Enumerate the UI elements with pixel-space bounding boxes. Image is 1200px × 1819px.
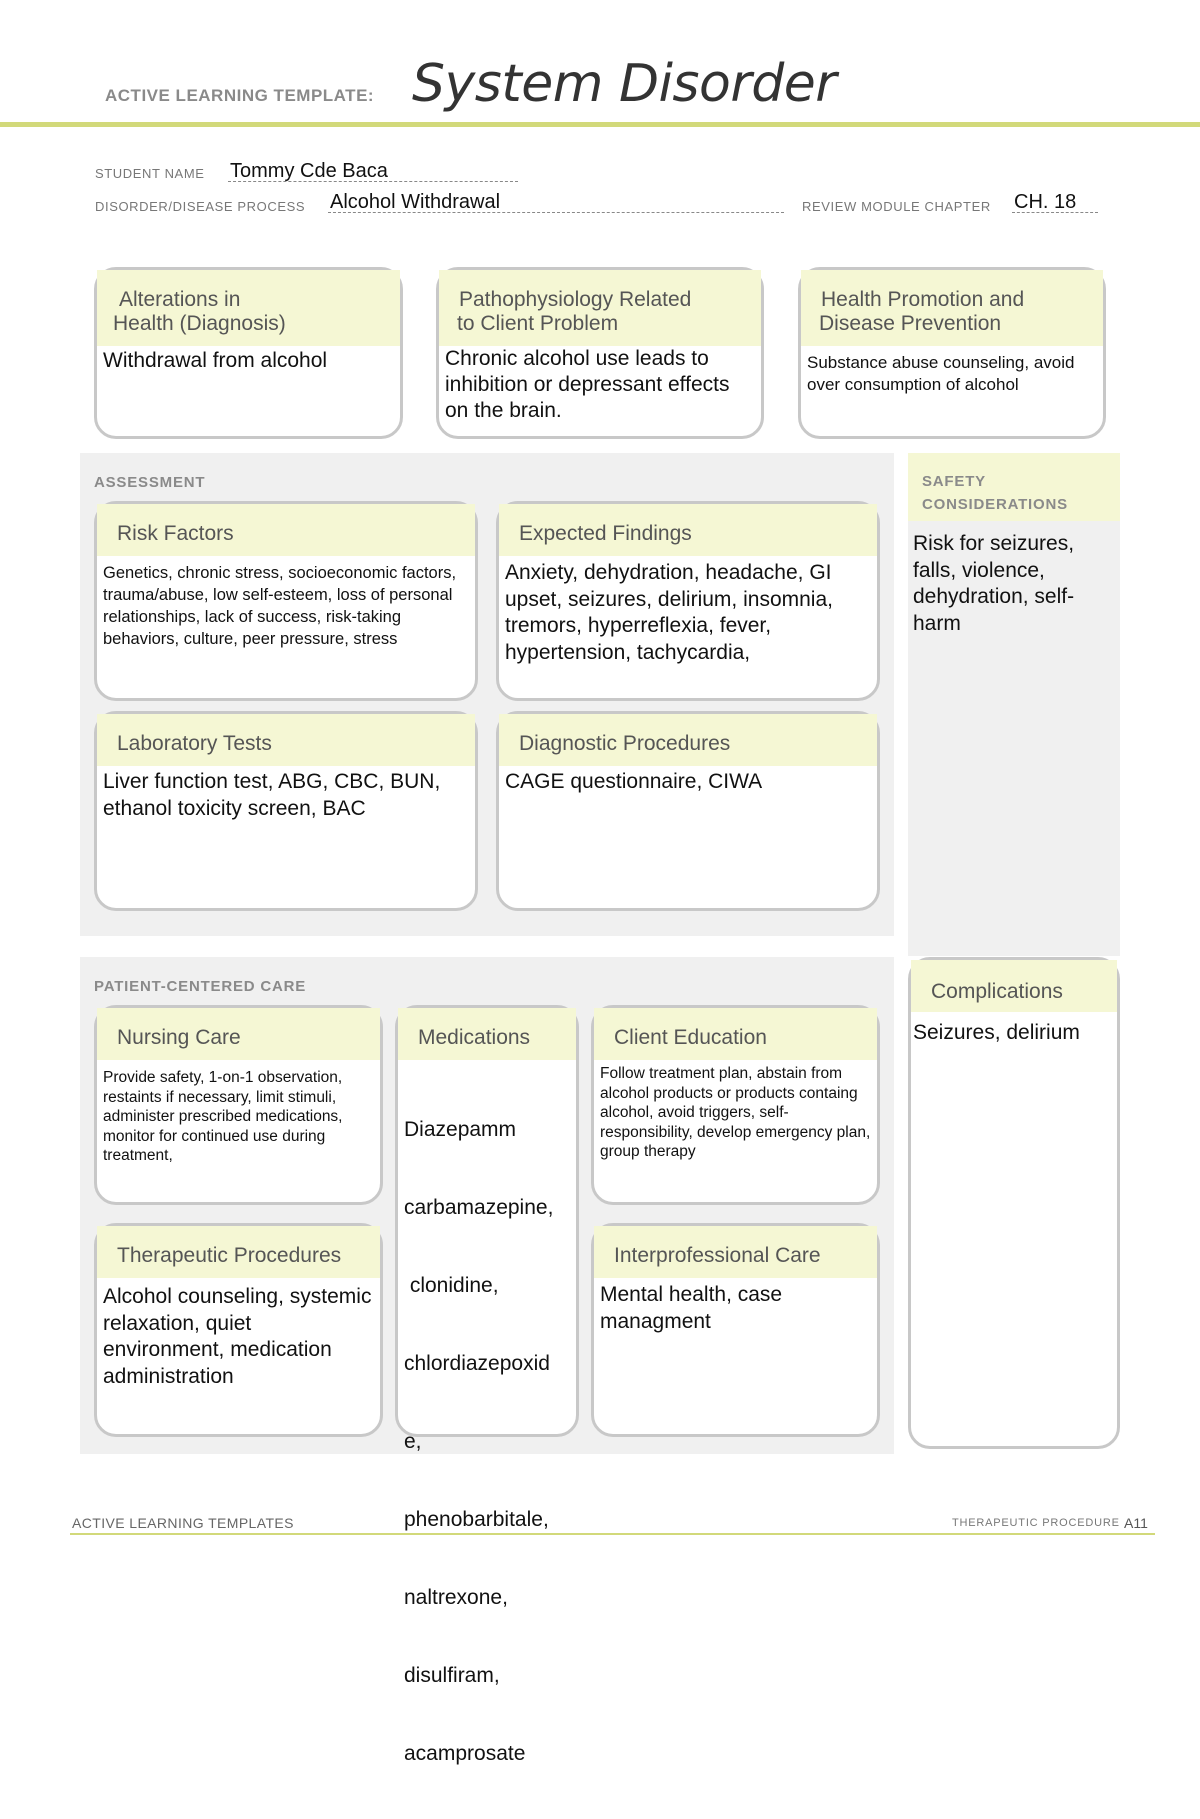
medications-card [395, 1005, 579, 1765]
safety-header [908, 453, 1120, 521]
therapeutic-procedures-header [97, 1226, 380, 1278]
footer-right-label: THERAPEUTIC PROCEDURE [952, 1517, 1120, 1529]
medications-list [398, 1060, 576, 1819]
diagnostic-procedures-card [496, 711, 880, 911]
laboratory-tests-title: Laboratory Tests [117, 732, 272, 755]
chapter-label: REVIEW MODULE CHAPTER [802, 199, 991, 214]
nursing-care-body: Provide safety, 1-on-1 observation, restaints if necessary, limit stimuli, administer prescribed medications, monitor for continued use during treatment, [103, 1069, 343, 1164]
medication-item: clonidine, [404, 1274, 499, 1297]
footer-divider [70, 1533, 1155, 1535]
health-promotion-card [798, 267, 1106, 439]
disorder-field[interactable] [328, 191, 784, 213]
medications-header [398, 1008, 576, 1060]
alterations-card [94, 267, 403, 439]
medication-item: Diazepamm [404, 1118, 517, 1141]
footer-left-label: ACTIVE LEARNING TEMPLATES [72, 1515, 294, 1531]
therapeutic-procedures-body: Alcohol counseling, systemic relaxation, quiet environment, medication administration [103, 1285, 372, 1388]
chapter-field[interactable] [1012, 191, 1098, 213]
therapeutic-procedures-card [94, 1223, 383, 1437]
medications-title: Medications [418, 1026, 531, 1049]
student-name-label: STUDENT NAME [95, 166, 205, 181]
nursing-care-card [94, 1005, 383, 1205]
health-promotion-title-2: Disease Prevention [819, 312, 1002, 335]
complications-header [911, 960, 1117, 1012]
health-promotion-body: Substance abuse counseling, avoid over consumption of alcohol [807, 353, 1075, 394]
template-label: ACTIVE LEARNING TEMPLATE: [105, 86, 375, 105]
complications-card [908, 957, 1120, 1449]
alterations-card-header [97, 270, 400, 346]
complications-body: Seizures, delirium [913, 1021, 1080, 1044]
safety-panel [908, 453, 1120, 956]
safety-title-2: CONSIDERATIONS [922, 496, 1068, 513]
risk-factors-title: Risk Factors [117, 522, 234, 545]
medication-item: acamprosate [404, 1742, 526, 1765]
assessment-section-title: ASSESSMENT [94, 474, 206, 491]
student-name-field[interactable] [228, 160, 518, 182]
client-education-card [591, 1005, 880, 1205]
diagnostic-procedures-header [499, 714, 877, 766]
expected-findings-header [499, 504, 877, 556]
safety-title-1: SAFETY [922, 473, 986, 490]
disorder-value: Alcohol Withdrawal [330, 191, 501, 213]
risk-factors-header [97, 504, 475, 556]
nursing-care-title: Nursing Care [117, 1026, 241, 1049]
pathophysiology-card-header [439, 270, 761, 346]
pathophysiology-body: Chronic alcohol use leads to inhibition or depressant effects on the brain. [445, 347, 730, 422]
alterations-title-2: Health (Diagnosis) [113, 312, 286, 335]
diagnostic-procedures-body: CAGE questionnaire, CIWA [505, 770, 763, 793]
medication-item: disulfiram, [404, 1664, 500, 1687]
header-divider [0, 122, 1200, 127]
page-title: System Disorder [412, 54, 837, 114]
diagnostic-procedures-title: Diagnostic Procedures [519, 732, 731, 755]
laboratory-tests-header [97, 714, 475, 766]
nursing-care-header [97, 1008, 380, 1060]
alterations-title-1: Alterations in [119, 288, 241, 311]
therapeutic-procedures-title: Therapeutic Procedures [117, 1244, 342, 1267]
pathophysiology-title-1: Pathophysiology Related [459, 288, 692, 311]
pathophysiology-title-2: to Client Problem [457, 312, 619, 335]
health-promotion-title-1: Health Promotion and [821, 288, 1025, 311]
pathophysiology-card [436, 267, 764, 439]
client-education-body: Follow treatment plan, abstain from alcohol products or products containg alcohol, avoid triggers, self-responsibility, develop emergency plan, group therapy [600, 1065, 871, 1160]
medication-item: chlordiazepoxid [404, 1352, 550, 1375]
risk-factors-card [94, 501, 478, 701]
expected-findings-body: Anxiety, dehydration, headache, GI upset, seizures, delirium, insomnia, tremors, hyperreflexia, fever, hypertension, tachycardia, [505, 561, 833, 664]
expected-findings-title: Expected Findings [519, 522, 692, 545]
student-name-value: Tommy Cde Baca [230, 160, 388, 182]
medication-item: phenobarbitale, [404, 1508, 549, 1531]
page-number: A11 [1124, 1515, 1148, 1531]
interprofessional-care-title: Interprofessional Care [614, 1244, 821, 1267]
chapter-value: CH. 18 [1014, 191, 1077, 213]
medication-item: naltrexone, [404, 1586, 508, 1609]
client-education-header [594, 1008, 877, 1060]
safety-body: Risk for seizures, falls, violence, dehydration, self-harm [913, 532, 1075, 635]
expected-findings-card [496, 501, 880, 701]
risk-factors-body: Genetics, chronic stress, socioeconomic factors, trauma/abuse, low self-esteem, loss of personal relationships, lack of success, risk-taking behaviors, culture, peer pressure, stress [103, 564, 457, 648]
client-education-title: Client Education [614, 1026, 767, 1049]
medication-item: carbamazepine, [404, 1196, 554, 1219]
patient-care-section-title: PATIENT-CENTERED CARE [94, 978, 307, 995]
laboratory-tests-body: Liver function test, ABG, CBC, BUN, ethanol toxicity screen, BAC [103, 770, 441, 820]
complications-title: Complications [931, 980, 1063, 1003]
interprofessional-care-header [594, 1226, 877, 1278]
medication-item: e, [404, 1430, 422, 1453]
alterations-body: Withdrawal from alcohol [103, 349, 328, 372]
health-promotion-card-header [801, 270, 1103, 346]
disorder-label: DISORDER/DISEASE PROCESS [95, 199, 306, 214]
interprofessional-care-card [591, 1223, 880, 1437]
laboratory-tests-card [94, 711, 478, 911]
interprofessional-care-body: Mental health, case managment [600, 1283, 783, 1333]
